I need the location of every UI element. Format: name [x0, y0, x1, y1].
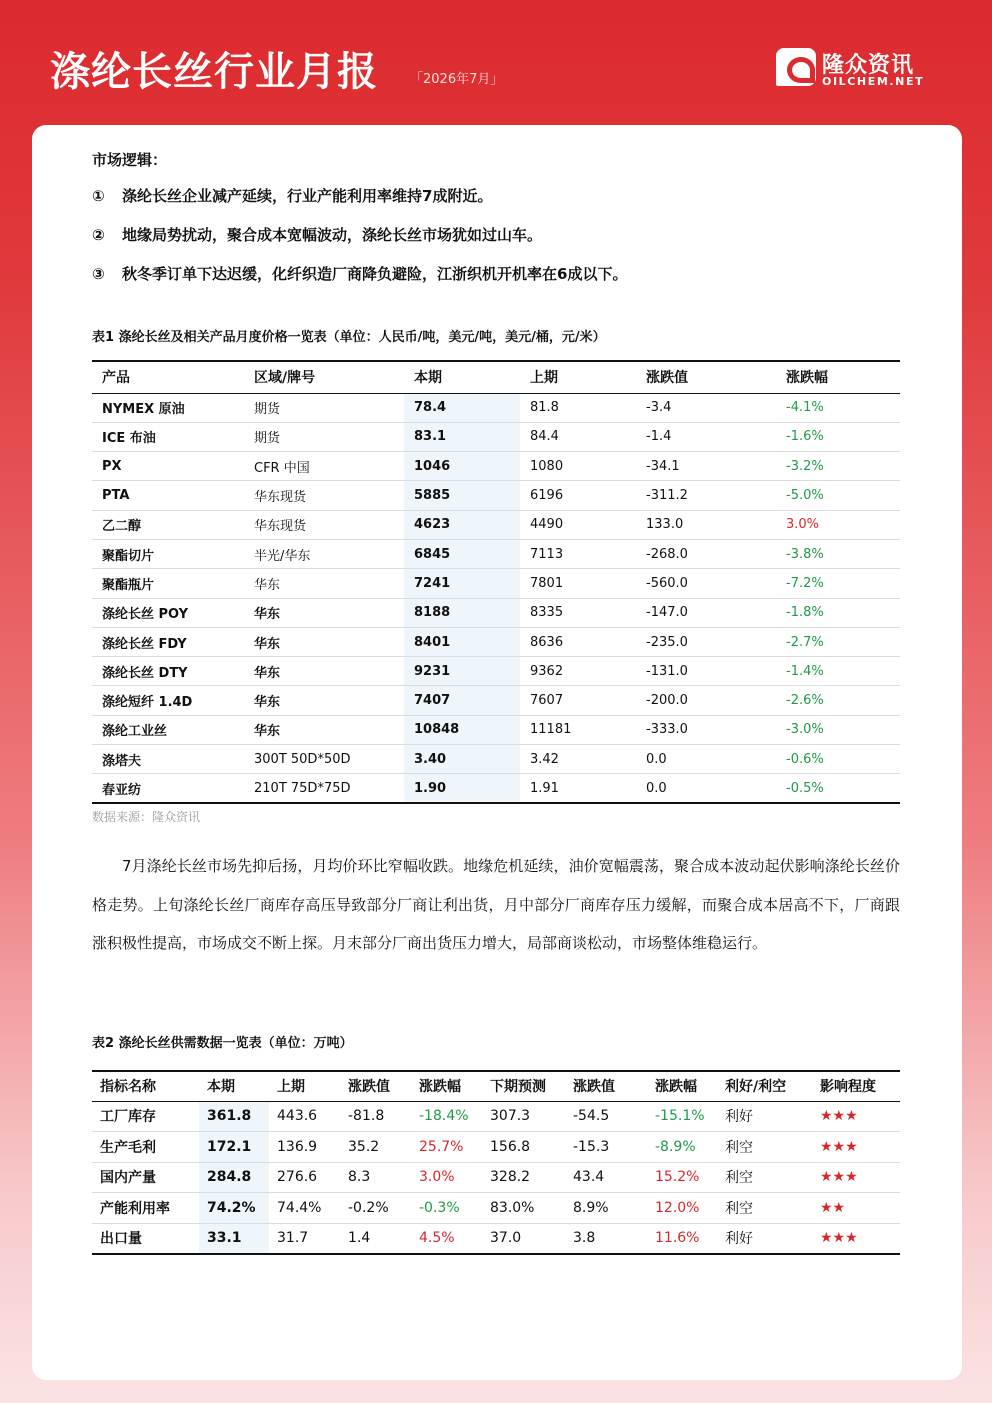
- table-row: [92, 598, 900, 627]
- table-row: [92, 393, 900, 422]
- table-cell: 7113: [520, 539, 636, 568]
- impact-stars: ★★★: [812, 1223, 900, 1254]
- table-row: [92, 774, 900, 803]
- column-header: 涨跌值: [636, 361, 776, 393]
- table-row: [92, 686, 900, 715]
- impact-stars: ★★★: [812, 1101, 900, 1132]
- table-cell: 涤纶长丝 FDY: [92, 627, 244, 656]
- table-cell: 3.8: [565, 1223, 647, 1254]
- table2-caption: 表2 涤纶长丝供需数据一览表（单位：万吨）: [92, 1036, 353, 1051]
- table-cell: -560.0: [636, 569, 776, 598]
- table-row: [92, 657, 900, 686]
- table-cell: 8188: [404, 598, 520, 627]
- table-cell: 7607: [520, 686, 636, 715]
- table-cell: 9362: [520, 657, 636, 686]
- table-cell: -0.2%: [340, 1193, 411, 1224]
- table-cell: 华东: [244, 598, 404, 627]
- table-cell: -3.0%: [776, 715, 900, 744]
- column-header: 涨跌幅: [411, 1071, 482, 1101]
- table-cell: 15.2%: [647, 1162, 717, 1193]
- column-header: 产品: [92, 361, 244, 393]
- table-cell: 华东: [244, 657, 404, 686]
- column-header: 影响程度: [812, 1071, 900, 1101]
- table-cell: -1.4: [636, 422, 776, 451]
- table-cell: 华东: [244, 569, 404, 598]
- column-header: 上期: [520, 361, 636, 393]
- table-cell: 华东: [244, 715, 404, 744]
- table-cell: 4623: [404, 510, 520, 539]
- table-cell: 出口量: [92, 1223, 199, 1254]
- table-cell: 136.9: [269, 1132, 340, 1163]
- table-cell: 210T 75D*75D: [244, 774, 404, 803]
- table-cell: 华东: [244, 686, 404, 715]
- table-cell: 78.4: [404, 393, 520, 422]
- impact-stars: ★★: [812, 1193, 900, 1224]
- table-cell: -1.8%: [776, 598, 900, 627]
- column-header: 涨跌值: [565, 1071, 647, 1101]
- table-cell: -147.0: [636, 598, 776, 627]
- table-row: [92, 745, 900, 774]
- table-header-row: [92, 361, 900, 393]
- table-cell: 4.5%: [411, 1223, 482, 1254]
- logic-item-text: 秋冬季订单下达迟缓，化纤织造厂商降负避险，江浙织机开机率在6成以下。: [122, 265, 628, 283]
- table-cell: 276.6: [269, 1162, 340, 1193]
- table-cell: -15.1%: [647, 1101, 717, 1132]
- table-row: [92, 1162, 900, 1193]
- table-cell: -5.0%: [776, 481, 900, 510]
- table-cell: 8335: [520, 598, 636, 627]
- table-cell: 156.8: [482, 1132, 565, 1163]
- table-cell: 6196: [520, 481, 636, 510]
- table-row: [92, 627, 900, 656]
- table-cell: -4.1%: [776, 393, 900, 422]
- table-cell: PTA: [92, 481, 244, 510]
- table-cell: 31.7: [269, 1223, 340, 1254]
- table-cell: 4490: [520, 510, 636, 539]
- column-header: 涨跌幅: [776, 361, 900, 393]
- logic-item: [92, 224, 912, 246]
- table-cell: -200.0: [636, 686, 776, 715]
- table-cell: 300T 50D*50D: [244, 745, 404, 774]
- logic-item-number: ②: [92, 226, 105, 244]
- table-cell: 11.6%: [647, 1223, 717, 1254]
- table-row: [92, 1132, 900, 1163]
- table-cell: 3.40: [404, 745, 520, 774]
- table-cell: ICE 布油: [92, 422, 244, 451]
- table-cell: 利好: [717, 1223, 812, 1254]
- table-cell: -3.4: [636, 393, 776, 422]
- logic-item: [92, 263, 912, 285]
- table-cell: -0.3%: [411, 1193, 482, 1224]
- table-cell: 12.0%: [647, 1193, 717, 1224]
- table-cell: -18.4%: [411, 1101, 482, 1132]
- column-header: 涨跌幅: [647, 1071, 717, 1101]
- table-cell: 聚酯瓶片: [92, 569, 244, 598]
- table-row: [92, 481, 900, 510]
- column-header: 区域/牌号: [244, 361, 404, 393]
- table-cell: 33.1: [199, 1223, 269, 1254]
- brand-logo[interactable]: [776, 48, 946, 90]
- table-cell: 133.0: [636, 510, 776, 539]
- table-cell: -81.8: [340, 1101, 411, 1132]
- table-cell: 8636: [520, 627, 636, 656]
- table-cell: 7407: [404, 686, 520, 715]
- table-cell: -15.3: [565, 1132, 647, 1163]
- logic-item-number: ①: [92, 187, 105, 205]
- table-cell: CFR 中国: [244, 452, 404, 481]
- table-cell: 春亚纺: [92, 774, 244, 803]
- market-summary-paragraph: 7月涤纶长丝市场先抑后扬，月均价环比窄幅收跌。地缘危机延续，油价宽幅震荡，聚合成本波动起伏影响涤纶长丝价格走势。上旬涤纶长丝厂商库存高压导致部分厂商让利出货，月中部分厂商库存压力缓解，而聚合成本居高不下，厂商跟涨积极性提高，市场成交不断上探。月末部分厂商出货压力增大，局部商谈松动，市场整体维稳运行。: [92, 857, 900, 952]
- table-cell: 7241: [404, 569, 520, 598]
- table-cell: 0.0: [636, 774, 776, 803]
- table-cell: 6845: [404, 539, 520, 568]
- table-cell: 8.9%: [565, 1193, 647, 1224]
- supply-demand-table: [92, 1070, 900, 1255]
- table-cell: -235.0: [636, 627, 776, 656]
- table-cell: 期货: [244, 422, 404, 451]
- table-row: [92, 452, 900, 481]
- logo-icon: [776, 48, 816, 86]
- column-header: 本期: [404, 361, 520, 393]
- table-cell: 1.4: [340, 1223, 411, 1254]
- table-cell: 华东: [244, 627, 404, 656]
- table-cell: 3.0%: [776, 510, 900, 539]
- impact-stars: ★★★: [812, 1132, 900, 1163]
- table-row: [92, 510, 900, 539]
- table-cell: -311.2: [636, 481, 776, 510]
- table1-caption: 表1 涤纶长丝及相关产品月度价格一览表（单位：人民币/吨，美元/吨，美元/桶，元/米）: [92, 330, 606, 345]
- table-cell: -8.9%: [647, 1132, 717, 1163]
- table-row: [92, 1193, 900, 1224]
- table-cell: 25.7%: [411, 1132, 482, 1163]
- table-cell: 11181: [520, 715, 636, 744]
- table-cell: 利空: [717, 1162, 812, 1193]
- table-cell: 3.0%: [411, 1162, 482, 1193]
- logo-cn-text: 隆众资讯: [822, 53, 915, 78]
- table-row: [92, 539, 900, 568]
- report-card: [32, 125, 962, 1380]
- table-cell: 7801: [520, 569, 636, 598]
- logic-item-text: 地缘局势扰动，聚合成本宽幅波动，涤纶长丝市场犹如过山车。: [122, 226, 543, 244]
- table-header-row: [92, 1071, 900, 1101]
- table-cell: 聚酯切片: [92, 539, 244, 568]
- table-cell: 43.4: [565, 1162, 647, 1193]
- column-header: 本期: [199, 1071, 269, 1101]
- table-cell: 74.2%: [199, 1193, 269, 1224]
- table-cell: -131.0: [636, 657, 776, 686]
- table-cell: 5885: [404, 481, 520, 510]
- logic-item-number: ③: [92, 265, 105, 283]
- table-cell: 307.3: [482, 1101, 565, 1132]
- table-row: [92, 1101, 900, 1132]
- table-cell: 284.8: [199, 1162, 269, 1193]
- table-cell: -1.4%: [776, 657, 900, 686]
- table-cell: NYMEX 原油: [92, 393, 244, 422]
- table-cell: 35.2: [340, 1132, 411, 1163]
- table-cell: 工厂库存: [92, 1101, 199, 1132]
- table-cell: 328.2: [482, 1162, 565, 1193]
- table-cell: -54.5: [565, 1101, 647, 1132]
- table-cell: 83.0%: [482, 1193, 565, 1224]
- table-cell: 利好: [717, 1101, 812, 1132]
- table-cell: 利空: [717, 1132, 812, 1163]
- table-cell: 期货: [244, 393, 404, 422]
- impact-stars: ★★★: [812, 1162, 900, 1193]
- logic-item-text: 涤纶长丝企业减产延续，行业产能利用率维持7成附近。: [122, 187, 493, 205]
- table-cell: PX: [92, 452, 244, 481]
- table-cell: 利空: [717, 1193, 812, 1224]
- table-row: [92, 569, 900, 598]
- table-cell: -3.8%: [776, 539, 900, 568]
- table-cell: 74.4%: [269, 1193, 340, 1224]
- table-cell: -333.0: [636, 715, 776, 744]
- table-cell: 涤纶工业丝: [92, 715, 244, 744]
- column-header: 涨跌值: [340, 1071, 411, 1101]
- table-cell: -2.7%: [776, 627, 900, 656]
- table-cell: 产能利用率: [92, 1193, 199, 1224]
- column-header: 上期: [269, 1071, 340, 1101]
- table-cell: 半光/华东: [244, 539, 404, 568]
- table-cell: 0.0: [636, 745, 776, 774]
- report-title: 涤纶长丝行业月报: [50, 49, 378, 95]
- report-date: 「2026年7月」: [410, 72, 504, 87]
- table-cell: -7.2%: [776, 569, 900, 598]
- column-header: 下期预测: [482, 1071, 565, 1101]
- table-cell: 生产毛利: [92, 1132, 199, 1163]
- table-row: [92, 422, 900, 451]
- table-cell: 8401: [404, 627, 520, 656]
- table-cell: 172.1: [199, 1132, 269, 1163]
- table-cell: 乙二醇: [92, 510, 244, 539]
- market-logic: [92, 149, 912, 302]
- logic-item: [92, 185, 912, 207]
- table-cell: -1.6%: [776, 422, 900, 451]
- report-header: [0, 0, 992, 130]
- table-cell: -268.0: [636, 539, 776, 568]
- table-row: [92, 1223, 900, 1254]
- table-cell: 华东现货: [244, 510, 404, 539]
- table-cell: 361.8: [199, 1101, 269, 1132]
- column-header: 指标名称: [92, 1071, 199, 1101]
- table-cell: -0.5%: [776, 774, 900, 803]
- table-cell: 10848: [404, 715, 520, 744]
- table-cell: 9231: [404, 657, 520, 686]
- table-cell: 1.90: [404, 774, 520, 803]
- table-cell: 国内产量: [92, 1162, 199, 1193]
- data-source: 数据来源：隆众资讯: [92, 810, 201, 824]
- table-cell: 涤纶短纤 1.4D: [92, 686, 244, 715]
- table-cell: 涤纶长丝 DTY: [92, 657, 244, 686]
- column-header: 利好/利空: [717, 1071, 812, 1101]
- table-cell: 涤纶长丝 POY: [92, 598, 244, 627]
- table-cell: 1.91: [520, 774, 636, 803]
- table-cell: 84.4: [520, 422, 636, 451]
- market-logic-heading: 市场逻辑：: [92, 151, 168, 169]
- table-cell: 1080: [520, 452, 636, 481]
- table-cell: 华东现货: [244, 481, 404, 510]
- table-cell: 443.6: [269, 1101, 340, 1132]
- table-cell: 1046: [404, 452, 520, 481]
- price-table: [92, 360, 900, 804]
- logo-en-text: OILCHEM.NET: [822, 75, 925, 88]
- table-cell: 81.8: [520, 393, 636, 422]
- table-cell: -3.2%: [776, 452, 900, 481]
- table-cell: 8.3: [340, 1162, 411, 1193]
- table-cell: 37.0: [482, 1223, 565, 1254]
- table-cell: 83.1: [404, 422, 520, 451]
- table-cell: -0.6%: [776, 745, 900, 774]
- table-row: [92, 715, 900, 744]
- table-cell: -34.1: [636, 452, 776, 481]
- table-cell: 3.42: [520, 745, 636, 774]
- table-cell: -2.6%: [776, 686, 900, 715]
- table-cell: 涤塔夫: [92, 745, 244, 774]
